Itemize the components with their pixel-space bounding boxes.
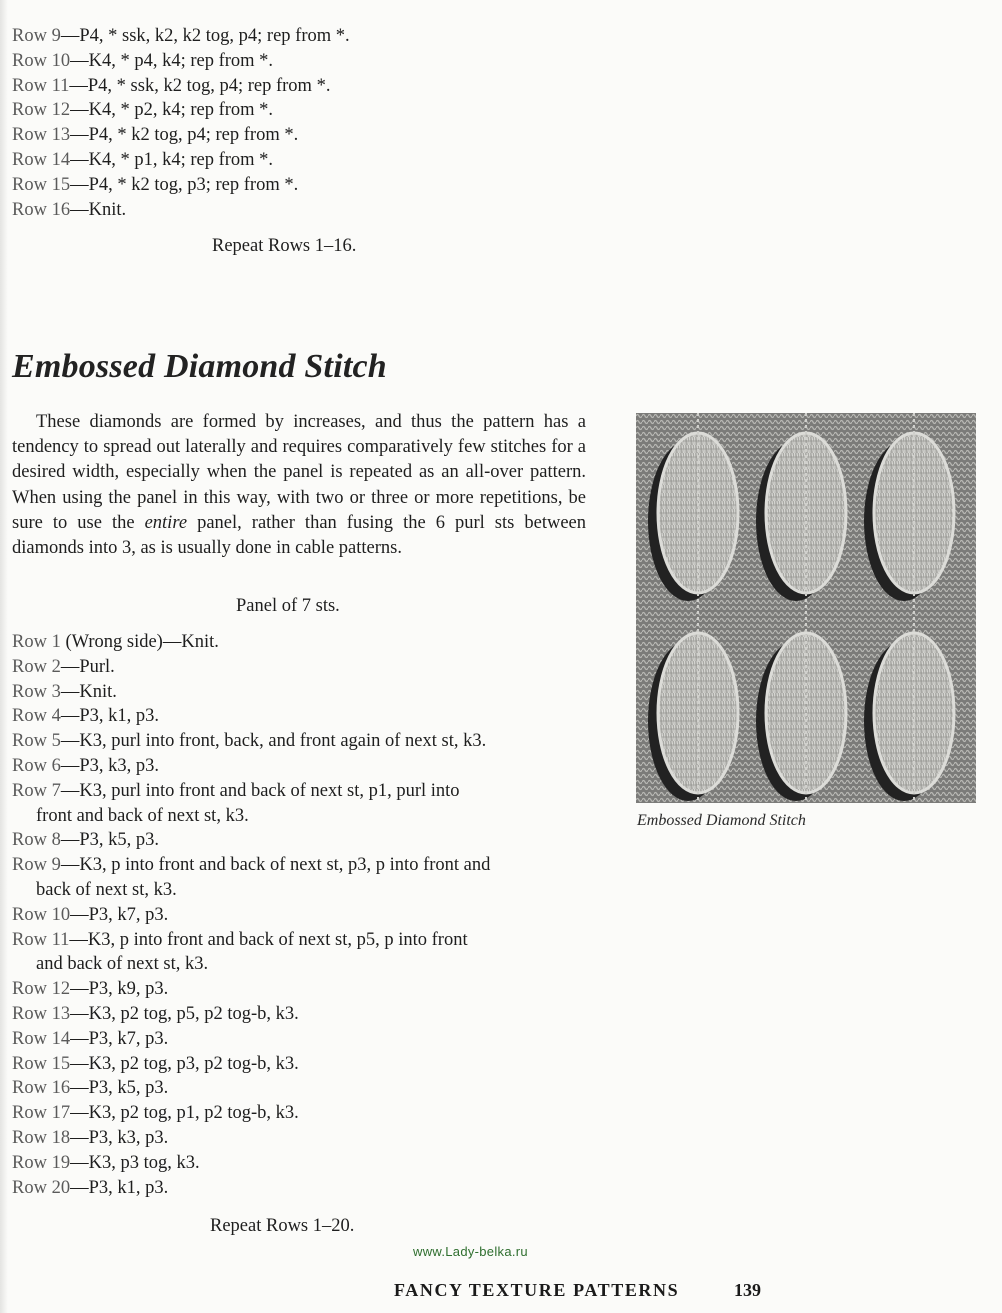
pattern-row xyxy=(12,1002,490,1027)
row-instruction: —K3, purl into front, back, and front again of next st, k3. xyxy=(60,731,487,752)
row-instruction: —P4, * ssk, k2, k2 tog, p4; rep from *. xyxy=(60,26,350,46)
row-instruction: —K3, p2 tog, p5, p2 tog-b, k3. xyxy=(70,1003,299,1024)
row-label: Row 8 xyxy=(12,830,61,851)
row-label: Row 12 xyxy=(12,100,71,121)
pattern-row xyxy=(12,655,490,680)
row-label: Row 15 xyxy=(12,1053,71,1074)
pattern-row xyxy=(12,173,350,198)
page-edge-shadow xyxy=(0,0,8,1313)
row-label: Row 18 xyxy=(12,1127,71,1148)
row-label: Row 5 xyxy=(12,731,61,752)
pattern-row xyxy=(12,729,490,754)
row-instruction: —K3, purl into front and back of next st, p1, purl into xyxy=(60,780,460,801)
row-instruction: —P3, k5, p3. xyxy=(60,830,159,851)
row-label: Row 11 xyxy=(12,929,70,950)
row-instruction: —P3, k5, p3. xyxy=(70,1078,169,1099)
row-label: Row 12 xyxy=(12,979,71,1000)
row-label: Row 10 xyxy=(12,50,71,71)
row-label: Row 7 xyxy=(12,780,61,801)
row-label: Row 16 xyxy=(12,1078,71,1099)
page-number: 139 xyxy=(734,1280,761,1300)
repeat-rows-1-20: Repeat Rows 1–20. xyxy=(210,1216,355,1236)
pattern-row xyxy=(12,1052,490,1077)
pattern-row xyxy=(12,148,350,173)
row-label: Row 3 xyxy=(12,681,61,702)
row-instruction-continued: back of next st, k3. xyxy=(36,879,177,900)
row-instruction: —P3, k3, p3. xyxy=(60,755,159,776)
pattern-row xyxy=(12,1076,490,1101)
row-instruction: (Wrong side)—Knit. xyxy=(60,632,219,652)
row-label: Row 6 xyxy=(12,755,61,776)
figure-caption: Embossed Diamond Stitch xyxy=(637,812,806,829)
row-label: Row 4 xyxy=(12,706,61,727)
row-label: Row 15 xyxy=(12,174,71,195)
watermark-url: www.Lady-belka.ru xyxy=(413,1244,528,1259)
row-instruction-continued: and back of next st, k3. xyxy=(36,954,209,975)
row-instruction: —K3, p2 tog, p1, p2 tog-b, k3. xyxy=(70,1103,299,1124)
row-instruction: —Knit. xyxy=(70,199,127,220)
pattern-row-list xyxy=(12,630,490,1200)
row-label: Row 16 xyxy=(12,199,71,220)
row-label: Row 9 xyxy=(12,855,61,876)
row-instruction: —K3, p2 tog, p3, p2 tog-b, k3. xyxy=(70,1053,299,1074)
row-instruction: —P3, k3, p3. xyxy=(70,1127,169,1148)
pattern-row xyxy=(12,1126,490,1151)
row-instruction: —K4, * p4, k4; rep from *. xyxy=(70,50,274,71)
pattern-row xyxy=(12,779,490,804)
pattern-row xyxy=(12,1151,490,1176)
row-label: Row 20 xyxy=(12,1177,71,1198)
intro-text-end: panel, rather than fusing the 6 purl sts between diamonds into 3, as is usually done in cable patterns. xyxy=(12,512,586,559)
pattern-row xyxy=(12,903,490,928)
pattern-row xyxy=(12,853,490,878)
row-label: Row 17 xyxy=(12,1103,71,1124)
row-instruction: —Purl. xyxy=(60,656,115,677)
row-instruction: —K4, * p1, k4; rep from *. xyxy=(70,149,274,170)
knitting-swatch-photo xyxy=(636,413,976,803)
pattern-row xyxy=(12,198,350,223)
row-label: Row 11 xyxy=(12,75,70,96)
row-instruction: —P3, k7, p3. xyxy=(70,1028,169,1049)
row-instruction-continued: front and back of next st, k3. xyxy=(36,805,249,826)
row-instruction: —K4, * p2, k4; rep from *. xyxy=(70,100,274,121)
running-footer-title: FANCY TEXTURE PATTERNS xyxy=(394,1280,680,1300)
intro-paragraph xyxy=(12,410,586,561)
pattern-row xyxy=(12,928,490,953)
pattern-row xyxy=(12,630,490,655)
row-instruction: —P4, * k2 tog, p3; rep from *. xyxy=(70,174,299,195)
row-instruction: —P3, k1, p3. xyxy=(60,706,159,727)
row-label: Row 1 xyxy=(12,632,61,652)
row-label: Row 14 xyxy=(12,149,71,170)
pattern-row xyxy=(12,123,350,148)
row-instruction: —P3, k1, p3. xyxy=(70,1177,169,1198)
row-label: Row 13 xyxy=(12,125,71,146)
top-row-list xyxy=(12,24,350,222)
row-label: Row 19 xyxy=(12,1152,71,1173)
repeat-rows-1-16: Repeat Rows 1–16. xyxy=(212,236,357,256)
row-instruction: —Knit. xyxy=(60,681,117,702)
row-instruction: —P4, * ssk, k2 tog, p4; rep from *. xyxy=(69,75,331,96)
pattern-row xyxy=(12,977,490,1002)
pattern-row xyxy=(12,74,350,99)
row-instruction: —K3, p into front and back of next st, p5, p into front xyxy=(69,929,468,950)
pattern-row xyxy=(12,704,490,729)
section-title: Embossed Diamond Stitch xyxy=(12,348,387,385)
row-label: Row 9 xyxy=(12,26,61,46)
intro-emphasis: entire xyxy=(144,512,188,533)
row-instruction: —P4, * k2 tog, p4; rep from *. xyxy=(70,125,299,146)
pattern-row xyxy=(12,98,350,123)
pattern-row xyxy=(12,754,490,779)
row-instruction: —P3, k7, p3. xyxy=(70,904,169,925)
pattern-row xyxy=(12,1176,490,1201)
pattern-row xyxy=(12,680,490,705)
panel-note: Panel of 7 sts. xyxy=(236,596,340,616)
row-instruction: —P3, k9, p3. xyxy=(70,979,169,1000)
intro-text-start: These diamonds are formed by increases, and thus the pattern has a tendency to spread out laterally and requires comparatively few stitches for a desired width, especially when the panel is repeated as an all-over pattern. When using the panel in this way, with two or three or more repetitions, be sure to use the xyxy=(12,412,586,533)
row-instruction: —K3, p into front and back of next st, p3, p into front and xyxy=(60,855,491,876)
row-label: Row 14 xyxy=(12,1028,71,1049)
row-label: Row 13 xyxy=(12,1003,71,1024)
pattern-row xyxy=(12,49,350,74)
row-instruction: —K3, p3 tog, k3. xyxy=(70,1152,200,1173)
pattern-row xyxy=(12,24,350,49)
row-label: Row 10 xyxy=(12,904,71,925)
pattern-row xyxy=(12,1101,490,1126)
row-label: Row 2 xyxy=(12,656,61,677)
pattern-row xyxy=(12,828,490,853)
pattern-row xyxy=(12,1027,490,1052)
swatch-illustration xyxy=(636,413,976,803)
